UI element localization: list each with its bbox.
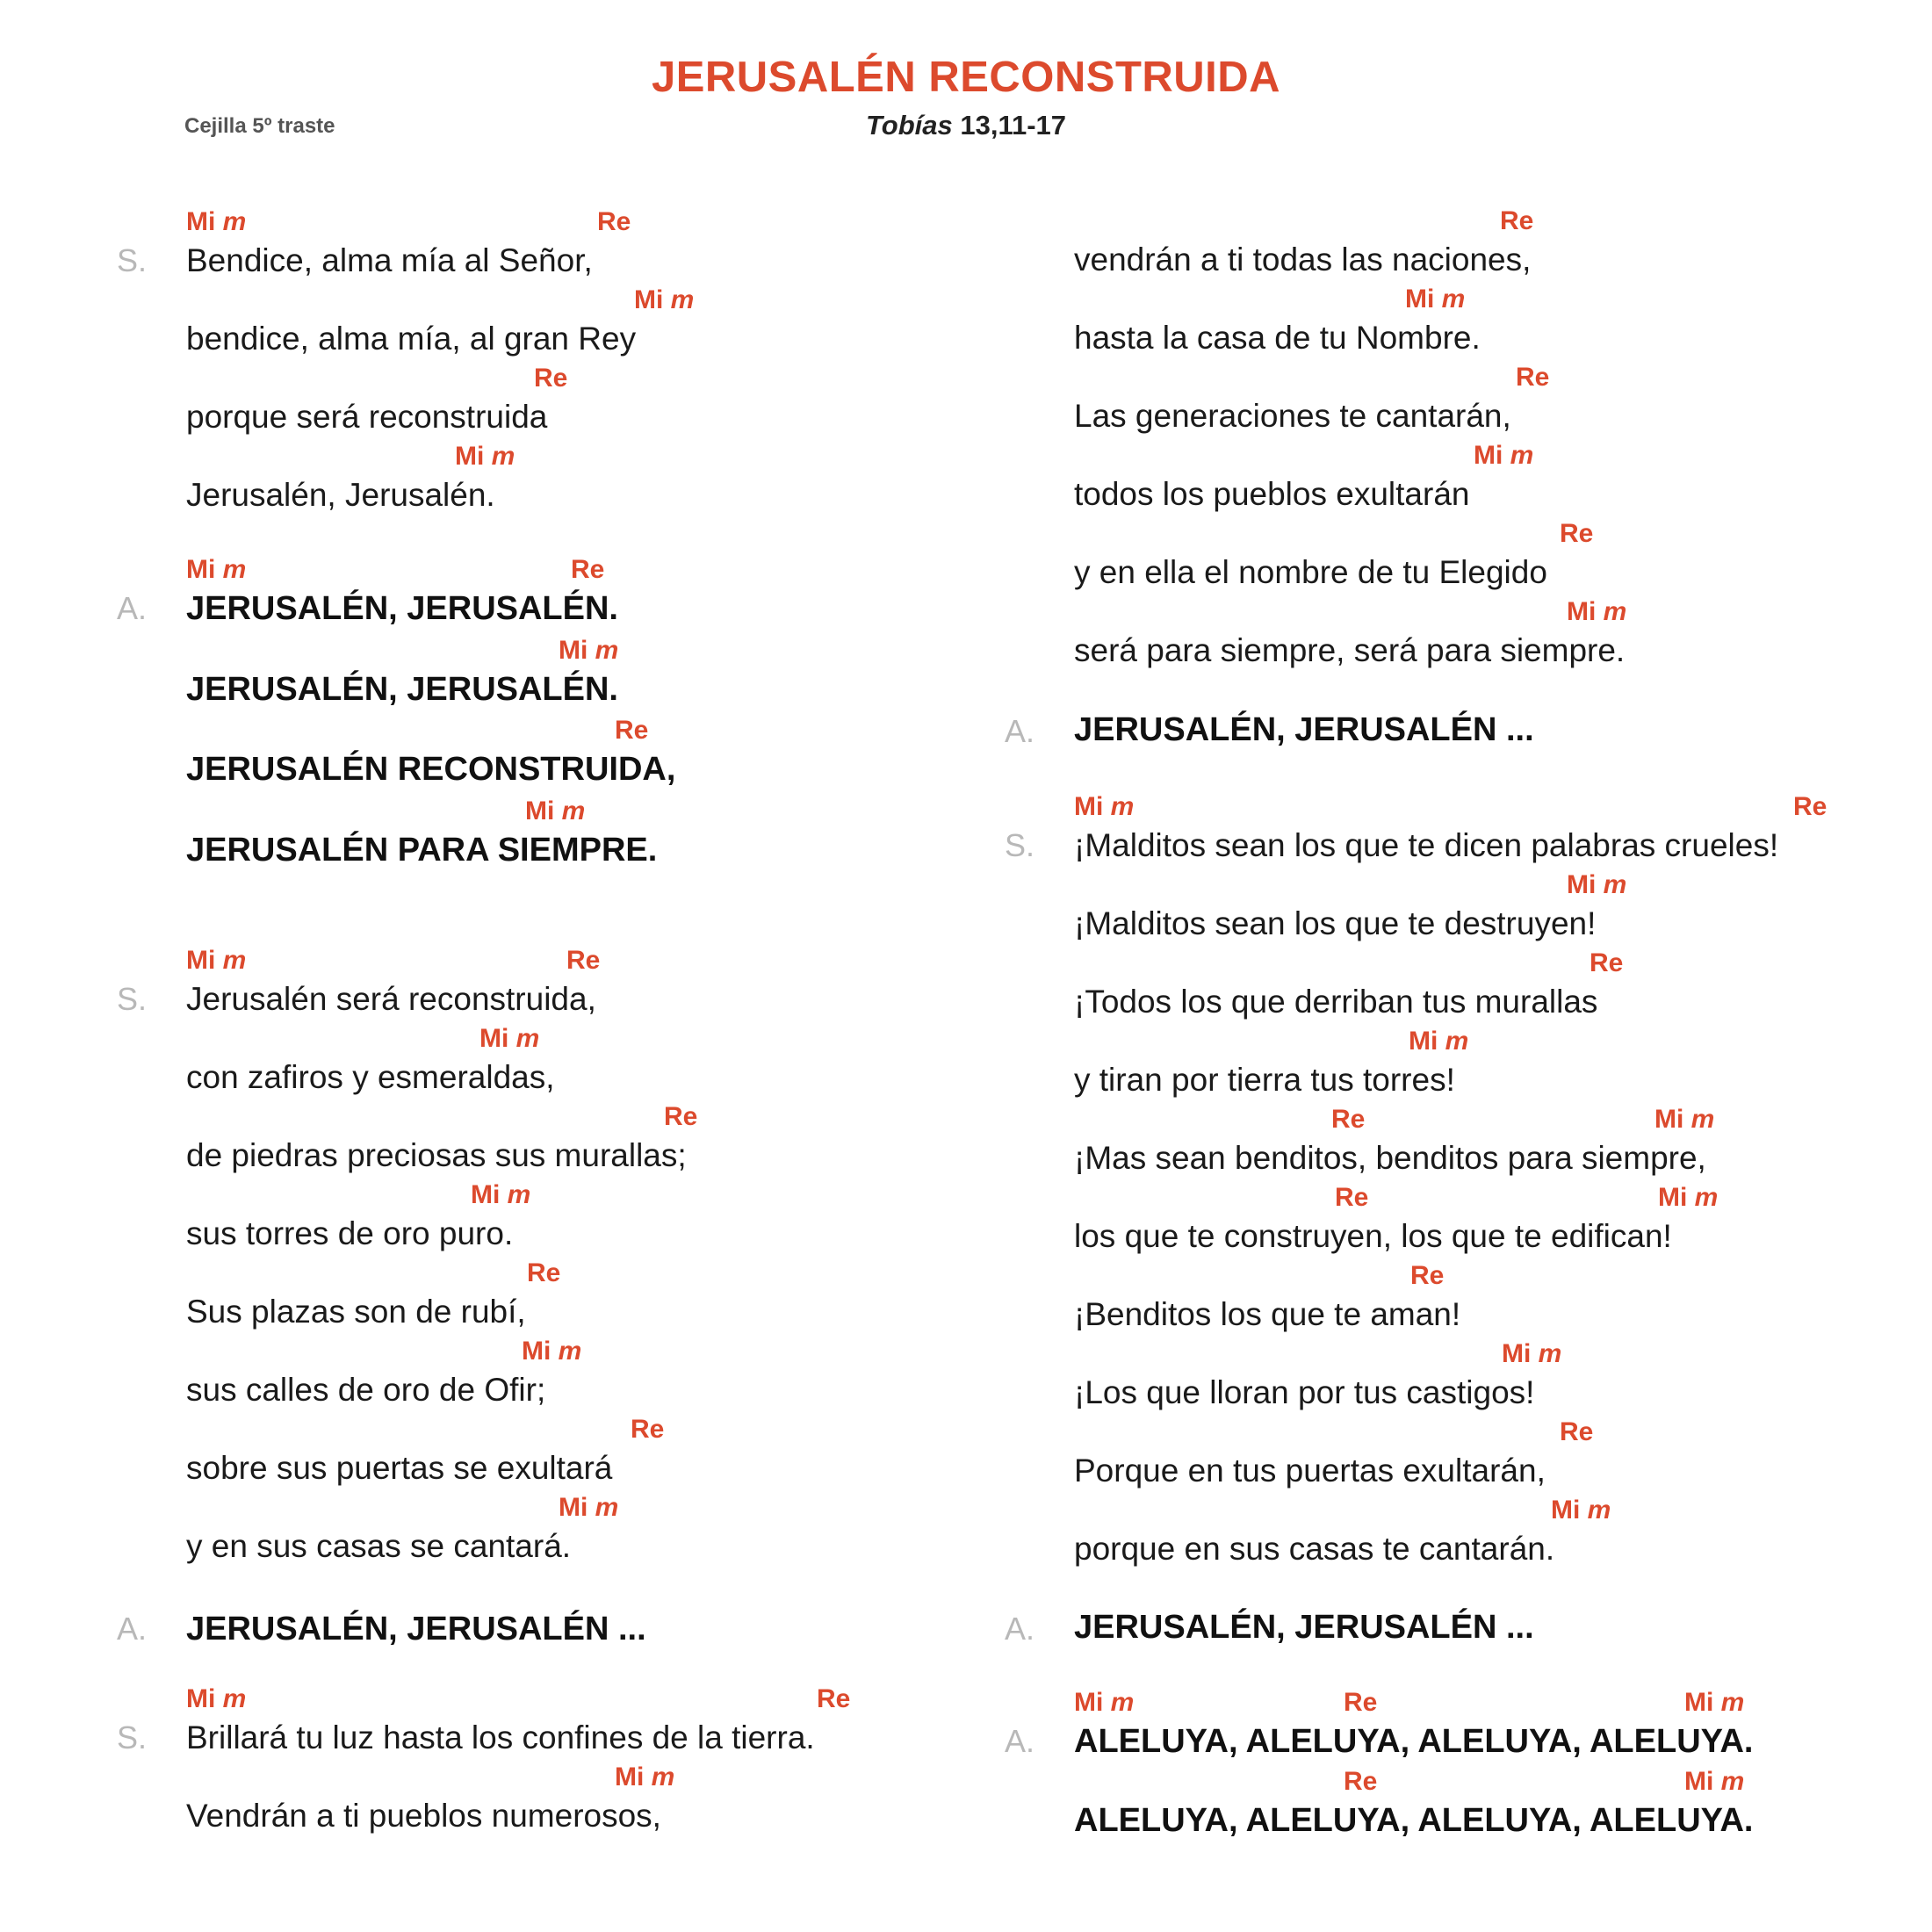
chord-minor-mark: m <box>670 285 695 314</box>
chord-label: Mi m <box>1074 792 1135 821</box>
verse-line: Jerusalén, Jerusalén. <box>186 477 495 513</box>
refrain-line: JERUSALÉN, JERUSALÉN ... <box>186 1611 646 1647</box>
refrain-line: ALELUYA, ALELUYA, ALELUYA, ALELUYA. <box>1074 1802 1754 1839</box>
verse-line: y en ella el nombre de tu Elegido <box>1074 554 1547 590</box>
chord-minor-mark: m <box>1603 870 1627 899</box>
chord-label: Mi m <box>1502 1339 1562 1368</box>
source-ref: 13,11-17 <box>960 110 1067 141</box>
soloist-marker: S. <box>117 1719 148 1755</box>
verse-line: Bendice, alma mía al Señor, <box>186 242 593 278</box>
chord-label: Re <box>1500 206 1534 235</box>
chord-label: Re <box>1331 1105 1366 1134</box>
verse-line: de piedras preciosas sus murallas; <box>186 1137 687 1173</box>
chord-label: Re <box>1516 363 1550 392</box>
assembly-marker: A. <box>117 590 148 626</box>
source-book: Tobías <box>865 110 953 141</box>
chord-minor-mark: m <box>515 1024 540 1053</box>
refrain-line: JERUSALÉN PARA SIEMPRE. <box>186 831 658 869</box>
chord-label: Mi m <box>615 1763 675 1791</box>
refrain-line: JERUSALÉN, JERUSALÉN ... <box>1074 711 1534 748</box>
chord-label: Re <box>571 555 605 584</box>
verse-line: ¡Benditos los que te aman! <box>1074 1296 1461 1332</box>
chord-label: Re <box>1344 1688 1378 1717</box>
chord-minor-mark: m <box>222 555 247 584</box>
verse-line: Jerusalén será reconstruida, <box>186 981 596 1017</box>
chord-label: Mi m <box>1658 1183 1719 1212</box>
verse-line: Vendrán a ti pueblos numerosos, <box>186 1798 661 1834</box>
chord-minor-mark: m <box>595 635 619 665</box>
verse-line: Brillará tu luz hasta los confines de la tierra. <box>186 1719 815 1755</box>
chord-minor-mark: m <box>1690 1105 1715 1134</box>
chord-minor-mark: m <box>558 1337 582 1366</box>
chord-label: Mi m <box>1074 1688 1135 1717</box>
chord-label: Mi m <box>1405 285 1466 314</box>
verse-line: sobre sus puertas se exultará <box>186 1450 613 1486</box>
verse-line: los que te construyen, los que te edifican! <box>1074 1218 1672 1254</box>
verse-line: bendice, alma mía, al gran Rey <box>186 321 637 357</box>
chord-minor-mark: m <box>1110 792 1135 821</box>
chord-minor-mark: m <box>1441 285 1466 314</box>
chord-label: Mi m <box>522 1337 582 1366</box>
chord-minor-mark: m <box>651 1763 675 1791</box>
verse-line: Sus plazas son de rubí, <box>186 1294 526 1330</box>
verse-line: sus torres de oro puro. <box>186 1215 514 1251</box>
verse-line: todos los pueblos exultarán <box>1074 476 1470 512</box>
chord-label: Mi m <box>1684 1767 1745 1796</box>
verse-line: vendrán a ti todas las naciones, <box>1074 242 1532 278</box>
soloist-marker: S. <box>117 981 148 1017</box>
chord-label: Re <box>615 716 649 745</box>
chord-minor-mark: m <box>1603 597 1627 626</box>
chord-label: Re <box>1560 1417 1594 1446</box>
chord-minor-mark: m <box>561 796 586 825</box>
chord-label: Mi m <box>525 796 586 825</box>
verse-line: ¡Todos los que derriban tus murallas <box>1074 984 1598 1020</box>
chord-label: Mi m <box>559 1493 619 1522</box>
verse-line: y tiran por tierra tus torres! <box>1074 1062 1455 1098</box>
chord-label: Re <box>527 1258 561 1287</box>
chord-minor-mark: m <box>222 946 247 975</box>
verse-line: sus calles de oro de Ofir; <box>186 1372 546 1408</box>
chord-minor-mark: m <box>222 207 247 236</box>
chord-minor-mark: m <box>1694 1183 1719 1212</box>
chord-label: Re <box>1590 948 1624 977</box>
verse-line: hasta la casa de tu Nombre. <box>1074 320 1481 356</box>
assembly-marker: A. <box>1005 1611 1035 1647</box>
refrain-line: JERUSALÉN, JERUSALÉN. <box>186 670 618 708</box>
scripture-source <box>0 110 1932 141</box>
chord-label: Mi m <box>186 946 247 975</box>
song-title: JERUSALÉN RECONSTRUIDA <box>651 54 1281 101</box>
chord-label: Re <box>1560 519 1594 548</box>
chord-label: Mi m <box>1551 1496 1611 1525</box>
chord-label: Re <box>597 207 631 236</box>
chord-label: Re <box>566 946 601 975</box>
chord-minor-mark: m <box>1538 1339 1562 1368</box>
verse-line: porque en sus casas te cantarán. <box>1074 1531 1555 1567</box>
chord-label: Mi m <box>186 1684 247 1713</box>
chord-label: Re <box>631 1415 665 1444</box>
verse-line: Porque en tus puertas exultarán, <box>1074 1453 1546 1489</box>
verse-line: con zafiros y esmeraldas, <box>186 1059 555 1095</box>
chord-label: Mi m <box>471 1180 531 1209</box>
chord-minor-mark: m <box>507 1180 531 1209</box>
refrain-line: JERUSALÉN, JERUSALÉN ... <box>1074 1609 1534 1646</box>
chord-minor-mark: m <box>1445 1027 1469 1056</box>
chord-label: Mi m <box>1567 597 1627 626</box>
chord-label: Mi m <box>455 442 515 471</box>
chord-minor-mark: m <box>1587 1496 1611 1525</box>
chord-label: Mi m <box>186 555 247 584</box>
chord-label: Mi m <box>1567 870 1627 899</box>
soloist-marker: S. <box>117 242 148 278</box>
assembly-marker: A. <box>1005 1723 1035 1759</box>
chord-label: Mi m <box>186 207 247 236</box>
chord-label: Re <box>1410 1261 1445 1290</box>
assembly-marker: A. <box>117 1611 148 1647</box>
chord-label: Mi m <box>479 1024 540 1053</box>
chord-label: Re <box>664 1102 698 1131</box>
chord-label: Re <box>534 364 568 393</box>
verse-line: ¡Malditos sean los que te destruyen! <box>1074 905 1597 941</box>
chord-label: Re <box>1335 1183 1369 1212</box>
verse-line: Las generaciones te cantarán, <box>1074 398 1511 434</box>
chord-minor-mark: m <box>1720 1767 1745 1796</box>
refrain-line: JERUSALÉN RECONSTRUIDA, <box>186 751 676 788</box>
chord-minor-mark: m <box>595 1493 619 1522</box>
chord-label: Mi m <box>1474 441 1534 470</box>
assembly-marker: A. <box>1005 713 1035 749</box>
chord-label: Mi m <box>1654 1105 1715 1134</box>
verse-line: porque será reconstruida <box>186 399 548 435</box>
chord-label: Mi m <box>634 285 695 314</box>
chord-minor-mark: m <box>1720 1688 1745 1717</box>
chord-label: Mi m <box>1409 1027 1469 1056</box>
refrain-line: JERUSALÉN, JERUSALÉN. <box>186 590 618 627</box>
chord-minor-mark: m <box>491 442 515 471</box>
capo-note: Cejilla 5º traste <box>184 114 335 138</box>
chord-minor-mark: m <box>222 1684 247 1713</box>
chord-label: Re <box>1793 792 1827 821</box>
verse-line: y en sus casas se cantará. <box>186 1528 572 1564</box>
refrain-line: ALELUYA, ALELUYA, ALELUYA, ALELUYA. <box>1074 1723 1754 1760</box>
chord-label: Re <box>817 1684 851 1713</box>
verse-line: ¡Los que lloran por tus castigos! <box>1074 1374 1535 1410</box>
chord-minor-mark: m <box>1510 441 1534 470</box>
chord-label: Re <box>1344 1767 1378 1796</box>
chord-label: Mi m <box>559 635 619 665</box>
soloist-marker: S. <box>1005 827 1035 863</box>
chord-label: Mi m <box>1684 1688 1745 1717</box>
verse-line: será para siempre, será para siempre. <box>1074 632 1626 668</box>
verse-line: ¡Mas sean benditos, benditos para siempre, <box>1074 1140 1706 1176</box>
verse-line: ¡Malditos sean los que te dicen palabras crueles! <box>1074 827 1779 863</box>
chord-minor-mark: m <box>1110 1688 1135 1717</box>
